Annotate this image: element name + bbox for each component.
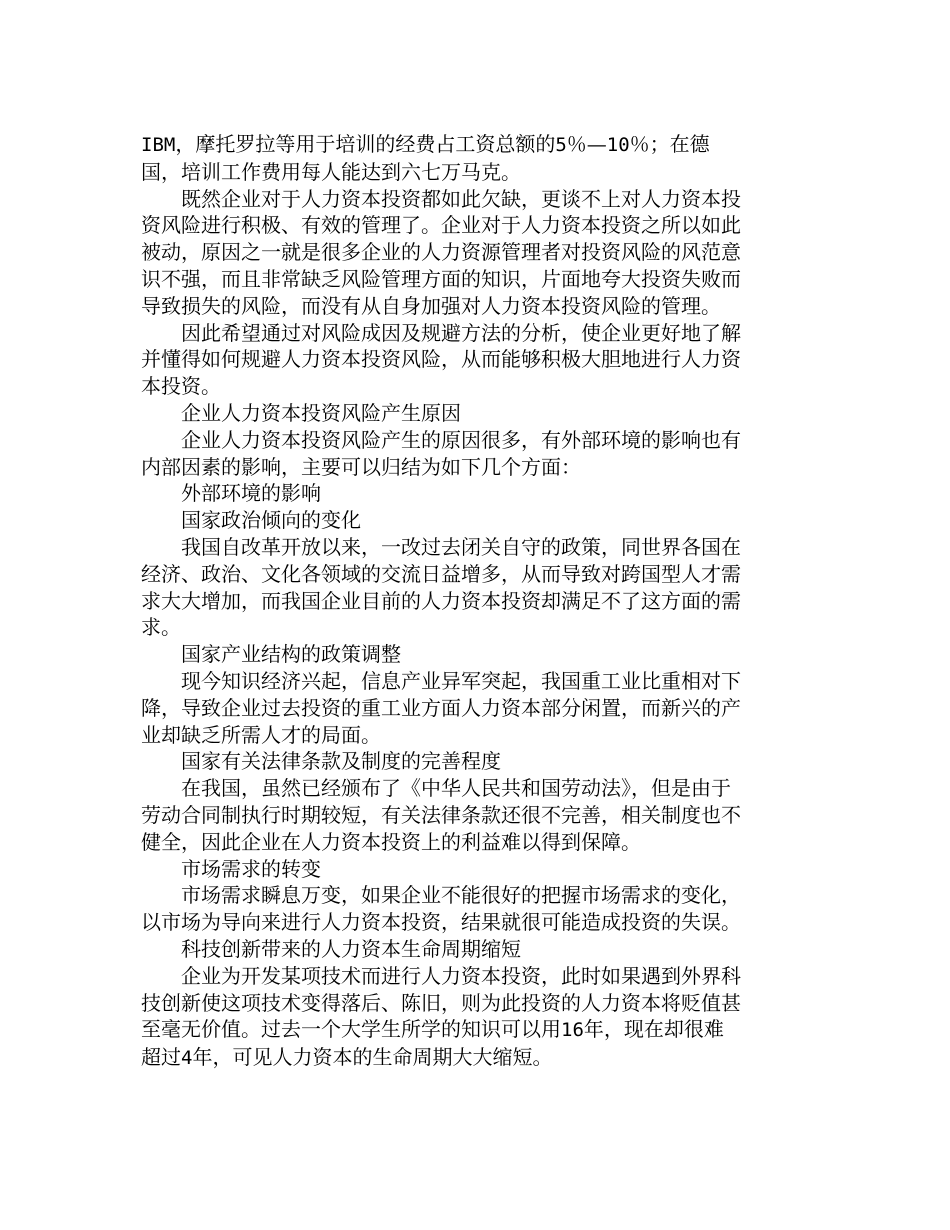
paragraph-10: 现今知识经济兴起，信息产业异军突起，我国重工业比重相对下降，导致企业过去投资的重工业方面人力资本部分闲置，而新兴的产业却缺乏所需人才的局面。 xyxy=(141,668,741,747)
document-page xyxy=(141,131,741,1072)
subheading-political-tendency: 国家政治倾向的变化 xyxy=(181,508,361,533)
paragraph-2: 既然企业对于人力资本投资都如此欠缺，更谈不上对人力资本投资风险进行积极、有效的管理了。企业对于人力资本投资之所以如此被动，原因之一就是很多企业的人力资源管理者对投资风险的风范意识不强，而且非常缺乏风险管理方面的知识，片面地夸大投资失败而导致损失的风险，而没有从自身加强对人力资本投资风险的管理。 xyxy=(141,186,741,318)
section-heading-causes: 企业人力资本投资风险产生原因 xyxy=(181,400,461,425)
subheading-external-environment: 外部环境的影响 xyxy=(181,481,321,506)
paragraph-14: 市场需求瞬息万变，如果企业不能很好的把握市场需求的变化，以市场为导向来进行人力资本投资，结果就很可能造成投资的失误。 xyxy=(141,883,741,935)
paragraph-8: 我国自改革开放以来，一改过去闭关自守的政策，同世界各国在经济、政治、文化各领域的交流日益增多，从而导致对跨国型人才需求大大增加，而我国企业目前的人力资本投资却满足不了这方面的需求。 xyxy=(141,534,741,640)
paragraph-3: 因此希望通过对风险成因及规避方法的分析，使企业更好地了解并懂得如何规避人力资本投资风险，从而能够积极大胆地进行人力资本投资。 xyxy=(141,320,741,399)
paragraph-5: 企业人力资本投资风险产生的原因很多，有外部环境的影响也有内部因素的影响，主要可以归结为如下几个方面： xyxy=(141,427,741,479)
paragraph-12: 在我国，虽然已经颁布了《中华人民共和国劳动法》，但是由于劳动合同制执行时期较短，有关法律条款还很不完善，相关制度也不健全，因此企业在人力资本投资上的利益难以得到保障。 xyxy=(141,776,741,854)
subheading-legal-system: 国家有关法律条款及制度的完善程度 xyxy=(181,749,501,774)
paragraph-16: 企业为开发某项技术而进行人力资本投资，此时如果遇到外界科技创新使这项技术变得落后、陈旧，则为此投资的人力资本将贬值甚至毫无价值。过去一个大学生所学的知识可以用16年，现在却很难超过4年，可见人力资本的生命周期大大缩短。 xyxy=(141,963,741,1070)
subheading-tech-innovation: 科技创新带来的人力资本生命周期缩短 xyxy=(181,936,521,961)
paragraph-1: IBM，摩托罗拉等用于培训的经费占工资总额的5％—10％；在德国，培训工作费用每人能达到六七万马克。 xyxy=(141,132,710,184)
subheading-industrial-policy: 国家产业结构的政策调整 xyxy=(181,642,401,667)
subheading-market-demand: 市场需求的转变 xyxy=(181,856,321,881)
